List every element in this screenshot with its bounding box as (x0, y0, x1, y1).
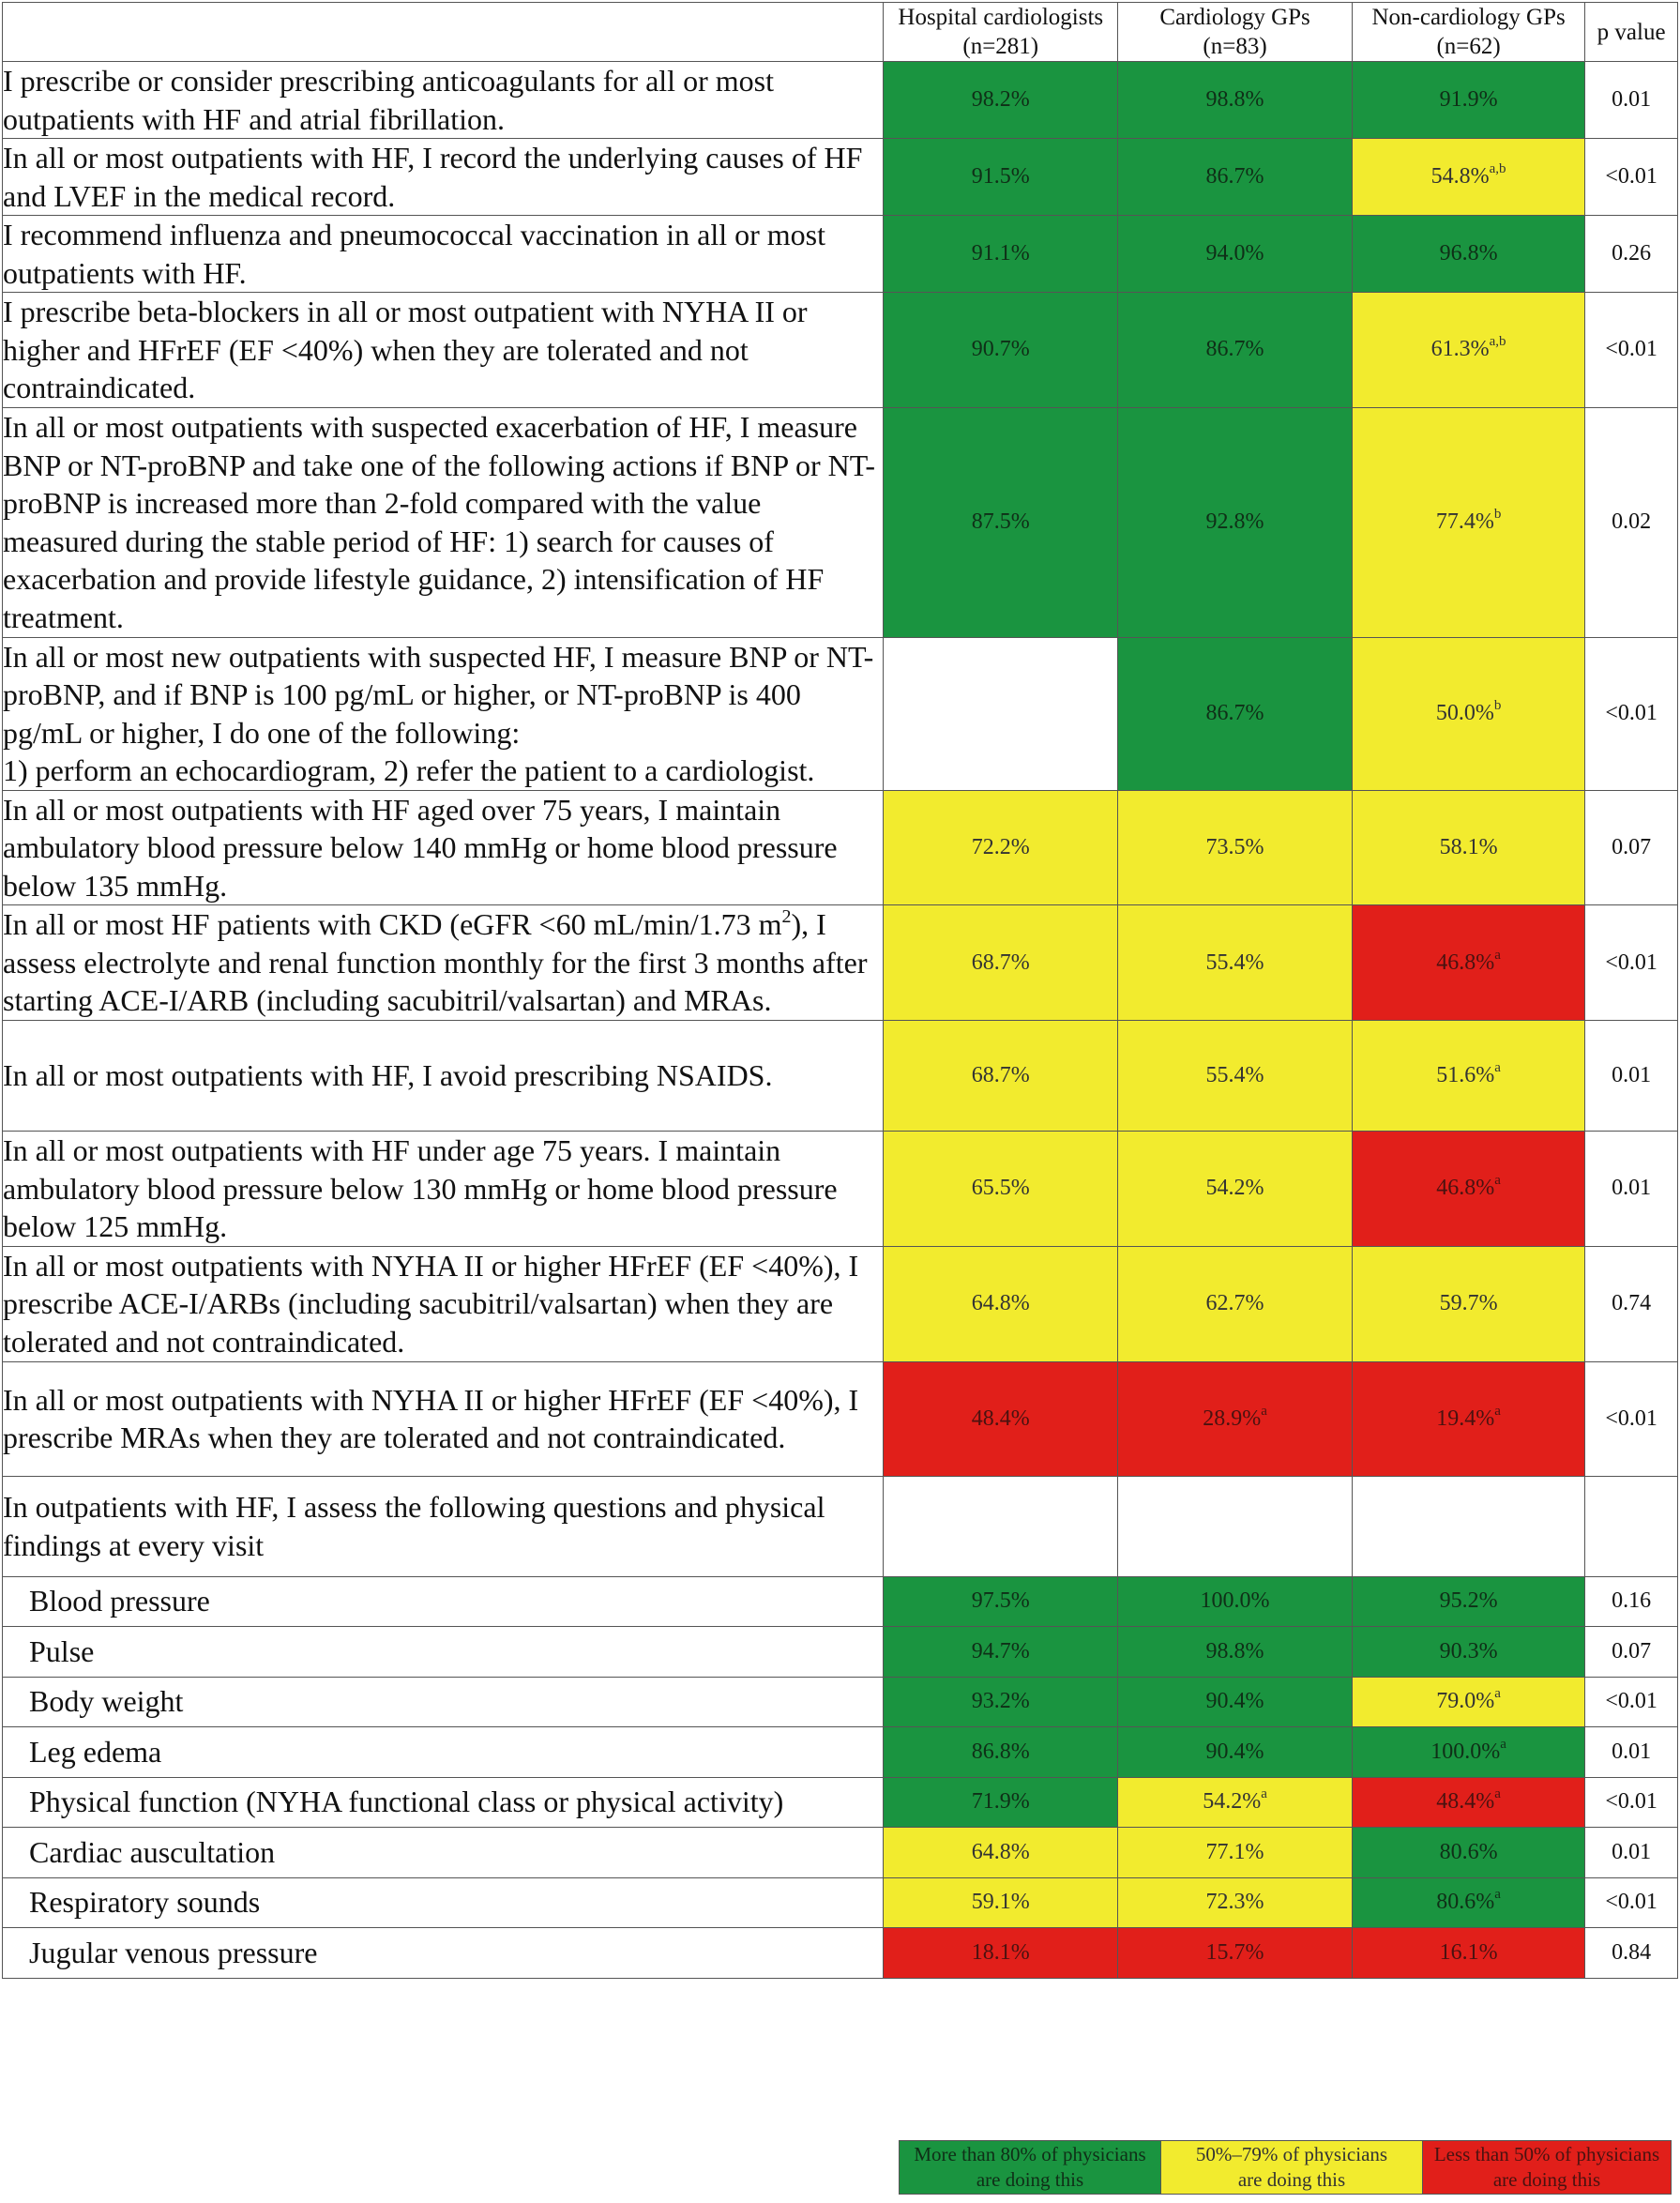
survey-table (2, 2, 1678, 1979)
value-text: 100.0% (1430, 1739, 1501, 1764)
hospital-cardiologists-value (884, 637, 1118, 790)
legend-green (899, 2140, 1161, 2195)
footnote-marker: a,b (1489, 334, 1506, 350)
table-row (3, 139, 1678, 216)
finding-label: Jugular venous pressure (3, 1927, 884, 1978)
question-cell: In all or most outpatients with HF under age 75 years. I maintain ambulatory blood pressure below 130 mmHg or home blood pressure below 125 mmHg. (3, 1132, 884, 1247)
cardiology-gps-value: 62.7% (1118, 1246, 1353, 1361)
superscript: 2 (781, 906, 792, 928)
cardiology-gps-value: 98.8% (1118, 1626, 1353, 1677)
footnote-marker: a (1261, 1786, 1267, 1801)
blank-cell (1585, 1476, 1678, 1576)
cardiology-gps-value: 94.0% (1118, 216, 1353, 293)
value-text: 46.8% (1436, 1176, 1495, 1201)
table-row (3, 1361, 1678, 1476)
cardiology-gps-value: 55.4% (1118, 1021, 1353, 1132)
header-label: Hospital cardiologists (898, 5, 1104, 30)
blank-cell (1352, 1476, 1584, 1576)
cardiology-gps-value: 15.7% (1118, 1927, 1353, 1978)
header-n: (n=281) (962, 34, 1039, 59)
question-cell (3, 905, 884, 1021)
value-text: 79.0% (1436, 1689, 1495, 1713)
non-cardiology-gps-value (1352, 407, 1584, 637)
question-cell (3, 637, 884, 790)
cardiology-gps-value: 55.4% (1118, 905, 1353, 1021)
hospital-cardiologists-value: 48.4% (884, 1361, 1118, 1476)
legend-yellow (1160, 2140, 1423, 2195)
finding-label: Pulse (3, 1626, 884, 1677)
p-value: 0.01 (1585, 1021, 1678, 1132)
cardiology-gps-value: 90.4% (1118, 1677, 1353, 1726)
cardiology-gps-value: 54.2% (1118, 1132, 1353, 1247)
cardiology-gps-value: 90.4% (1118, 1726, 1353, 1777)
non-cardiology-gps-value: 80.6% (1352, 1827, 1584, 1877)
header-row (3, 3, 1678, 62)
finding-label: Physical function (NYHA functional class or physical activity) (3, 1777, 884, 1827)
finding-row (3, 1576, 1678, 1626)
legend-text: More than 80% of physicians (914, 2143, 1146, 2165)
p-value: <0.01 (1585, 637, 1678, 790)
non-cardiology-gps-value: 16.1% (1352, 1927, 1584, 1978)
question-cell: I prescribe or consider prescribing anticoagulants for all or most outpatients with HF and atrial fibrillation. (3, 62, 884, 139)
p-value: 0.07 (1585, 790, 1678, 905)
p-value: <0.01 (1585, 139, 1678, 216)
p-value: <0.01 (1585, 905, 1678, 1021)
table-row (3, 790, 1678, 905)
p-value: 0.01 (1585, 1726, 1678, 1777)
table-row (3, 216, 1678, 293)
header-label: Non-cardiology GPs (1371, 5, 1566, 30)
finding-label: Leg edema (3, 1726, 884, 1777)
p-value: <0.01 (1585, 1361, 1678, 1476)
footnote-marker: b (1493, 698, 1502, 713)
finding-row (3, 1927, 1678, 1978)
footnote-marker: a (1261, 1403, 1267, 1419)
p-value: 0.16 (1585, 1576, 1678, 1626)
hospital-cardiologists-value: 93.2% (884, 1677, 1118, 1726)
hospital-cardiologists-value: 72.2% (884, 790, 1118, 905)
question-text-cont: ), I assess electrolyte and renal function monthly for the first 3 months after starting ACE-I/ARB (including sacubitril/valsartan) and MRAs. (3, 907, 868, 1018)
finding-row (3, 1777, 1678, 1827)
hospital-cardiologists-value: 68.7% (884, 905, 1118, 1021)
header-non-cardiology-gps (1352, 3, 1584, 62)
question-cell: In all or most outpatients with suspected exacerbation of HF, I measure BNP or NT-proBNP and take one of the following actions if BNP or NT-proBNP is increased more than 2-fold compared with the value measured during the stable period of HF: 1) search for causes of exacerbation and provide lifestyle guidance, 2) intensification of HF treatment. (3, 407, 884, 637)
hospital-cardiologists-value: 65.5% (884, 1132, 1118, 1247)
footnote-marker: a (1500, 1736, 1506, 1752)
legend-text: are doing this (976, 2168, 1084, 2191)
question-cell: In all or most outpatients with HF, I record the underlying causes of HF and LVEF in the medical record. (3, 139, 884, 216)
p-value: <0.01 (1585, 1777, 1678, 1827)
p-value: <0.01 (1585, 293, 1678, 408)
p-value: <0.01 (1585, 1877, 1678, 1927)
question-text-options: 1) perform an echocardiogram, 2) refer the patient to a cardiologist. (3, 753, 815, 787)
non-cardiology-gps-value (1352, 1726, 1584, 1777)
p-value: 0.01 (1585, 1132, 1678, 1247)
legend-red (1422, 2140, 1672, 2195)
footnote-marker: a (1494, 947, 1501, 963)
table-row (3, 905, 1678, 1021)
hospital-cardiologists-value: 59.1% (884, 1877, 1118, 1927)
value-text: 77.4% (1435, 509, 1494, 534)
table-row (3, 1021, 1678, 1132)
legend-text: are doing this (1492, 2168, 1601, 2191)
finding-label: Blood pressure (3, 1576, 884, 1626)
cardiology-gps-value: 86.7% (1118, 293, 1353, 408)
footnote-marker: a (1494, 1403, 1501, 1419)
value-text: 54.8% (1430, 164, 1490, 189)
non-cardiology-gps-value (1352, 1877, 1584, 1927)
header-blank-cell (3, 3, 884, 62)
hospital-cardiologists-value: 64.8% (884, 1827, 1118, 1877)
cardiology-gps-value (1118, 1777, 1353, 1827)
non-cardiology-gps-value (1352, 1132, 1584, 1247)
footnote-marker: a (1494, 1173, 1501, 1189)
value-text: 50.0% (1435, 701, 1494, 725)
finding-row (3, 1626, 1678, 1677)
value-text: 61.3% (1430, 337, 1490, 362)
table-row (3, 293, 1678, 408)
finding-row (3, 1677, 1678, 1726)
question-cell: In all or most outpatients with HF, I avoid prescribing NSAIDS. (3, 1021, 884, 1132)
finding-row (3, 1726, 1678, 1777)
blank-cell (1118, 1476, 1353, 1576)
cardiology-gps-value: 98.8% (1118, 62, 1353, 139)
non-cardiology-gps-value (1352, 1021, 1584, 1132)
question-cell: I recommend influenza and pneumococcal vaccination in all or most outpatients with HF. (3, 216, 884, 293)
cardiology-gps-value: 77.1% (1118, 1827, 1353, 1877)
non-cardiology-gps-value: 96.8% (1352, 216, 1584, 293)
non-cardiology-gps-value: 58.1% (1352, 790, 1584, 905)
finding-row (3, 1877, 1678, 1927)
question-text: In all or most HF patients with CKD (eGFR <60 mL/min/1.73 m (3, 907, 782, 942)
hospital-cardiologists-value: 71.9% (884, 1777, 1118, 1827)
p-value: 0.26 (1585, 216, 1678, 293)
footnote-marker: b (1493, 507, 1502, 522)
cardiology-gps-value: 86.7% (1118, 637, 1353, 790)
hospital-cardiologists-value: 18.1% (884, 1927, 1118, 1978)
question-cell: In all or most outpatients with NYHA II or higher HFrEF (EF <40%), I prescribe ACE-I/ARBs (including sacubitril/valsartan) when they are tolerated and not contraindicated. (3, 1246, 884, 1361)
non-cardiology-gps-value: 95.2% (1352, 1576, 1584, 1626)
cardiology-gps-value: 73.5% (1118, 790, 1353, 905)
question-cell: I prescribe beta-blockers in all or most outpatient with NYHA II or higher and HFrEF (EF <40%) when they are tolerated and not contraindicated. (3, 293, 884, 408)
header-cardiology-gps (1118, 3, 1353, 62)
non-cardiology-gps-value: 59.7% (1352, 1246, 1584, 1361)
p-value: 0.01 (1585, 1827, 1678, 1877)
p-value: 0.84 (1585, 1927, 1678, 1978)
non-cardiology-gps-value (1352, 1361, 1584, 1476)
color-legend (899, 2140, 1672, 2195)
cardiology-gps-value: 100.0% (1118, 1576, 1353, 1626)
value-text: 51.6% (1436, 1063, 1495, 1087)
finding-label: Body weight (3, 1677, 884, 1726)
value-text: 28.9% (1203, 1405, 1262, 1431)
non-cardiology-gps-value: 90.3% (1352, 1626, 1584, 1677)
p-value: 0.02 (1585, 407, 1678, 637)
footnote-marker: a (1494, 1686, 1501, 1701)
value-text: 54.2% (1203, 1789, 1262, 1814)
hospital-cardiologists-value: 94.7% (884, 1626, 1118, 1677)
legend-text: Less than 50% of physicians (1433, 2143, 1660, 2165)
non-cardiology-gps-value (1352, 1777, 1584, 1827)
value-text: 48.4% (1436, 1789, 1495, 1814)
table-row-section (3, 1476, 1678, 1576)
assessment-intro: In outpatients with HF, I assess the following questions and physical findings at every visit (3, 1476, 884, 1576)
cardiology-gps-value: 72.3% (1118, 1877, 1353, 1927)
footnote-marker: a (1494, 1786, 1501, 1801)
hospital-cardiologists-value: 64.8% (884, 1246, 1118, 1361)
cardiology-gps-value (1118, 1361, 1353, 1476)
header-n: (n=62) (1436, 34, 1501, 59)
hospital-cardiologists-value: 97.5% (884, 1576, 1118, 1626)
header-p-value: p value (1585, 3, 1678, 62)
table-row (3, 1246, 1678, 1361)
cardiology-gps-value: 86.7% (1118, 139, 1353, 216)
value-text: 19.4% (1436, 1405, 1495, 1431)
p-value: 0.07 (1585, 1626, 1678, 1677)
non-cardiology-gps-value (1352, 139, 1584, 216)
value-text: 46.8% (1436, 950, 1495, 975)
footnote-marker: a (1494, 1060, 1501, 1075)
question-text: In all or most new outpatients with suspected HF, I measure BNP or NT-proBNP, and if BNP is 100 pg/mL or higher, or NT-proBNP is 400 pg/mL or higher, I do one of the following: (3, 639, 874, 750)
legend-text: are doing this (1237, 2168, 1346, 2191)
finding-label: Cardiac auscultation (3, 1827, 884, 1877)
footnote-marker: a,b (1489, 161, 1506, 176)
footnote-marker: a (1494, 1887, 1501, 1902)
non-cardiology-gps-value (1352, 293, 1584, 408)
table-row (3, 62, 1678, 139)
p-value: 0.74 (1585, 1246, 1678, 1361)
non-cardiology-gps-value (1352, 905, 1584, 1021)
non-cardiology-gps-value (1352, 637, 1584, 790)
non-cardiology-gps-value: 91.9% (1352, 62, 1584, 139)
value-text: 80.6% (1436, 1890, 1495, 1914)
question-cell: In all or most outpatients with HF aged over 75 years, I maintain ambulatory blood pressure below 140 mmHg or home blood pressure below 135 mmHg. (3, 790, 884, 905)
header-hospital-cardiologists (884, 3, 1118, 62)
hospital-cardiologists-value: 91.1% (884, 216, 1118, 293)
p-value: <0.01 (1585, 1677, 1678, 1726)
non-cardiology-gps-value (1352, 1677, 1584, 1726)
hospital-cardiologists-value: 87.5% (884, 407, 1118, 637)
header-label: Cardiology GPs (1159, 5, 1310, 30)
finding-row (3, 1827, 1678, 1877)
legend-text: 50%–79% of physicians (1195, 2143, 1388, 2165)
table-row (3, 637, 1678, 790)
hospital-cardiologists-value: 91.5% (884, 139, 1118, 216)
finding-label: Respiratory sounds (3, 1877, 884, 1927)
hospital-cardiologists-value: 68.7% (884, 1021, 1118, 1132)
hospital-cardiologists-value: 90.7% (884, 293, 1118, 408)
cardiology-gps-value: 92.8% (1118, 407, 1353, 637)
table-row (3, 1132, 1678, 1247)
hospital-cardiologists-value: 86.8% (884, 1726, 1118, 1777)
blank-cell (884, 1476, 1118, 1576)
header-n: (n=83) (1203, 34, 1267, 59)
p-value: 0.01 (1585, 62, 1678, 139)
hospital-cardiologists-value: 98.2% (884, 62, 1118, 139)
question-cell: In all or most outpatients with NYHA II or higher HFrEF (EF <40%), I prescribe MRAs when they are tolerated and not contraindicated. (3, 1361, 884, 1476)
table-row (3, 407, 1678, 637)
